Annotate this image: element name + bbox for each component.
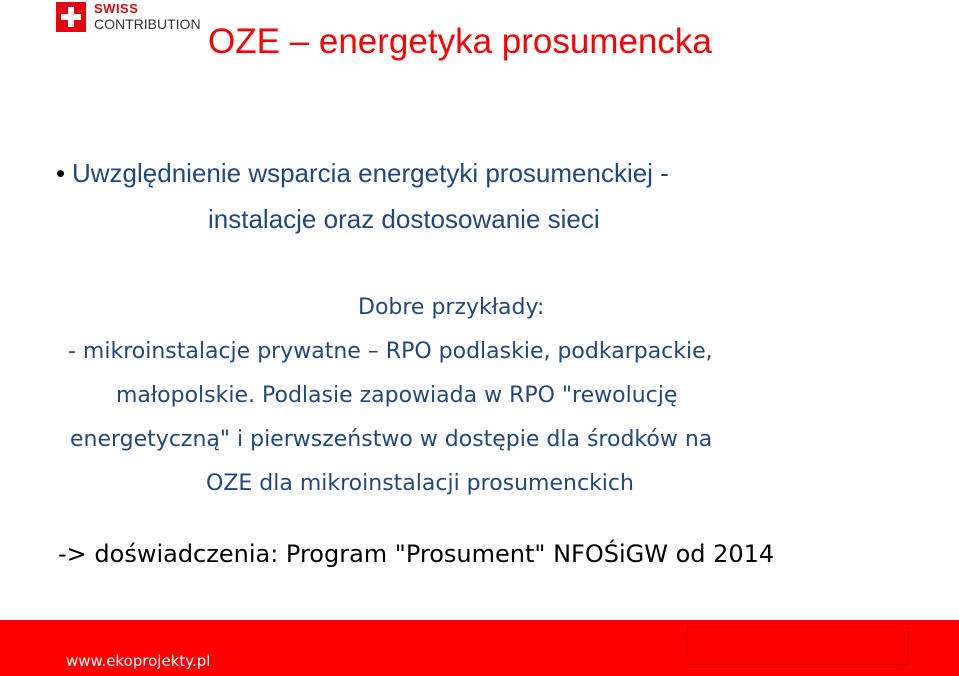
- swiss-flag-icon: [56, 2, 86, 32]
- examples-line-2: małopolskie. Podlasie zapowiada w RPO "rewolucję: [116, 383, 678, 408]
- footer-box: [687, 627, 909, 665]
- bullet-glyph: •: [56, 158, 66, 188]
- logo-text: [94, 2, 201, 31]
- footer-url[interactable]: www.ekoprojekty.pl: [66, 652, 211, 670]
- footer-bar: [0, 620, 959, 676]
- examples-line-3: energetyczną" i pierwszeństwo w dostępie dla środków na: [70, 427, 713, 452]
- experience-line: -> doświadczenia: Program "Prosument" NFOŚiGW od 2014: [58, 540, 775, 568]
- logo-brand-top: SWISS: [94, 1, 139, 16]
- logo-brand-bottom: CONTRIBUTION: [94, 16, 201, 32]
- bullet-line-1: Uwzględnienie wsparcia energetyki prosumenckiej -: [72, 158, 669, 188]
- bullet-line-2: instalacje oraz dostosowanie sieci: [208, 204, 600, 234]
- examples-line-1: - mikroinstalacje prywatne – RPO podlaskie, podkarpackie,: [68, 339, 713, 364]
- examples-line-4: OZE dla mikroinstalacji prosumenckich: [206, 471, 634, 496]
- examples-heading: Dobre przykłady:: [358, 295, 545, 320]
- slide-title: OZE – energetyka prosumencka: [208, 22, 712, 61]
